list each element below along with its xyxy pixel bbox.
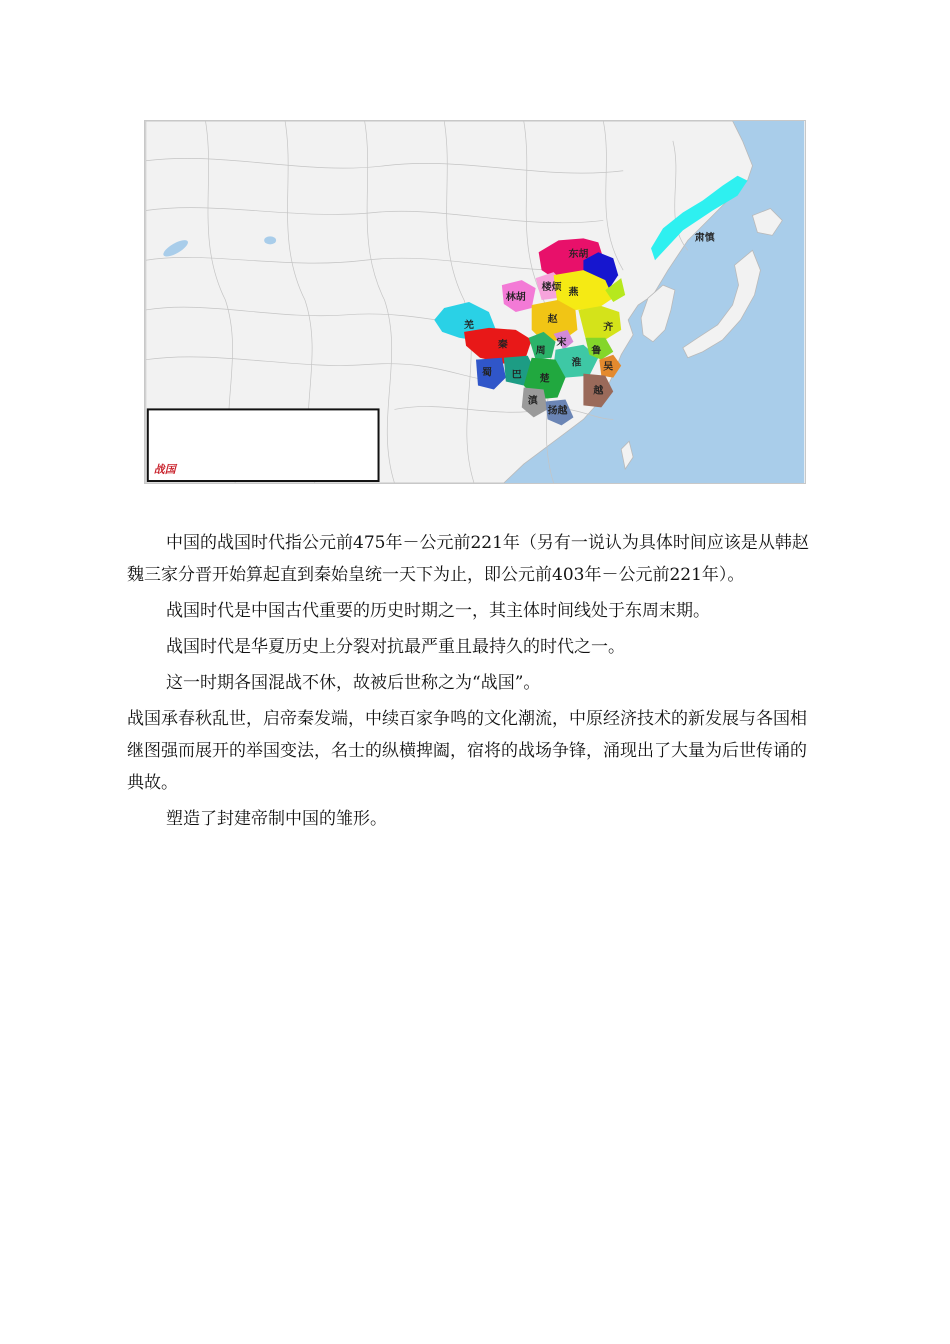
label-chu: 楚 — [539, 373, 550, 385]
paragraph-3: 战国时代是华夏历史上分裂对抗最严重且最持久的时代之一。 — [166, 637, 625, 657]
map-logo: 战国 — [153, 463, 176, 477]
paragraph-6: 塑造了封建帝制中国的雏形。 — [166, 809, 387, 829]
label-linhu: 林胡 — [505, 292, 526, 304]
paragraph-1: 中国的战国时代指公元前475年－公元前221年（另有一说认为具体时间应该是从韩赵魏三家分晋开始算起直到秦始皇统一天下为止，即公元前403年－公元前221年）。 — [127, 533, 809, 585]
label-qiang: 羌 — [464, 319, 475, 331]
label-huai: 淮 — [571, 357, 582, 369]
label-qi: 齐 — [603, 321, 614, 333]
paragraph-4: 这一时期各国混战不休，故被后世称之为“战国”。 — [166, 673, 541, 693]
warring-states-map — [144, 120, 806, 484]
article-body — [127, 527, 817, 839]
label-loufan: 楼烦 — [541, 282, 562, 294]
label-donghu: 东胡 — [568, 249, 589, 261]
balkhash-lake — [264, 236, 276, 244]
paragraph-5: 战国承春秋乱世，启帝秦发端，中续百家争鸣的文化潮流，中原经济技术的新发展与各国相继图强而展开的举国变法，名士的纵横捭阖，宿将的战场争锋，涌现出了大量为后世传诵的典故。 — [127, 709, 807, 793]
label-sushen: 肃慎 — [694, 232, 715, 244]
label-song: 宋 — [556, 336, 567, 348]
label-zhou: 周 — [535, 345, 546, 357]
label-shu: 蜀 — [481, 367, 492, 379]
label-ba: 巴 — [511, 369, 522, 381]
label-wu: 吴 — [603, 361, 614, 373]
label-zhao: 赵 — [547, 313, 558, 325]
label-yue: 越 — [593, 385, 604, 397]
label-lu: 鲁 — [591, 345, 602, 357]
map-svg — [145, 121, 805, 483]
label-dian: 滇 — [527, 395, 538, 407]
legend-box — [148, 409, 379, 481]
label-baiyue: 扬越 — [547, 405, 568, 417]
label-qin: 秦 — [497, 339, 508, 351]
label-yan: 燕 — [568, 287, 579, 299]
paragraph-2: 战国时代是中国古代重要的历史时期之一，其主体时间线处于东周末期。 — [166, 601, 710, 621]
